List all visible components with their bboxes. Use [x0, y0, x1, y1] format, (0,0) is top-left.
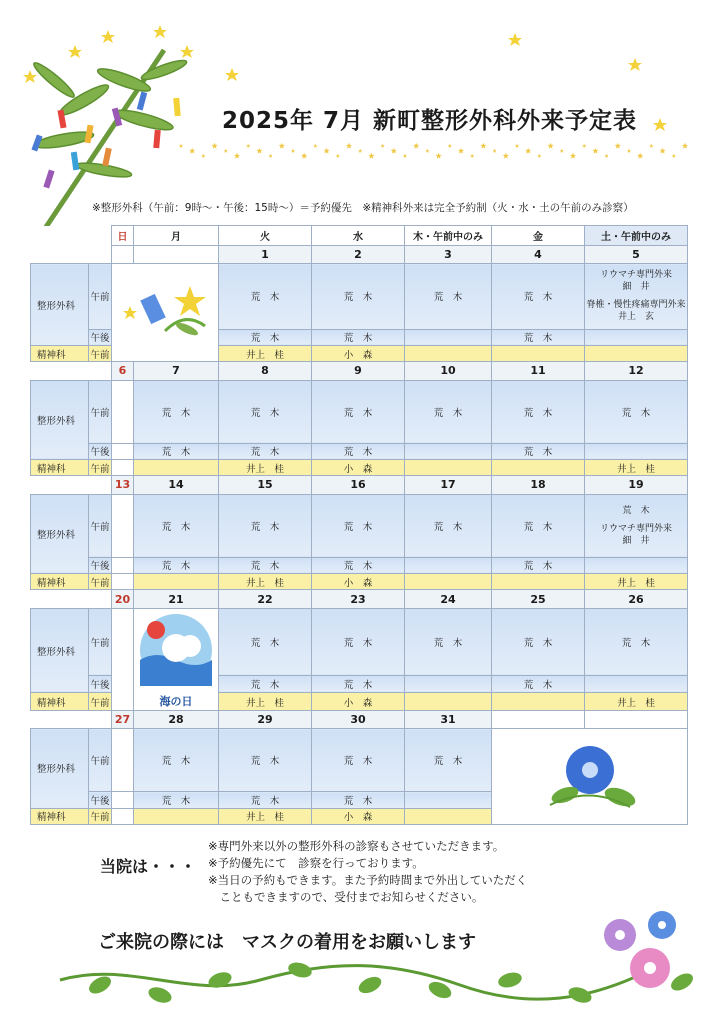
schedule-calendar	[30, 225, 688, 825]
band-star	[256, 148, 262, 154]
psych-row	[31, 460, 688, 476]
date-cell-wed: 9	[312, 362, 405, 380]
band-star	[413, 143, 419, 149]
header-mon: 月	[134, 226, 219, 246]
psych-cell-thu	[405, 574, 492, 590]
slot-label-pm: 午後	[89, 675, 112, 692]
band-star	[425, 149, 429, 153]
date-row	[31, 590, 688, 608]
morning-glory-icon	[530, 735, 650, 815]
empty-cell	[112, 608, 134, 710]
am-cell-sun	[112, 380, 134, 443]
band-star	[660, 148, 666, 154]
date-row	[31, 476, 688, 494]
date-cell-wed: 23	[312, 590, 405, 608]
dept-label-seikei: 整形外科	[31, 380, 89, 459]
am-cell-tue: 荒 木	[219, 729, 312, 792]
am-cell-thu: 荒 木	[405, 494, 492, 557]
am-cell-tue: 荒 木	[219, 380, 312, 443]
am-cell-line: 脊椎・慢性疼痛専門外来	[586, 300, 686, 311]
dept-label-psych: 精神科	[31, 345, 89, 361]
psych-cell-tue: 井上 桂	[219, 460, 312, 476]
am-cell-fri: 荒 木	[492, 264, 585, 329]
am-cell-sat	[585, 264, 688, 329]
pm-cell-sat	[585, 557, 688, 573]
date-cell-sun: 27	[112, 710, 134, 728]
psych-cell-thu	[405, 460, 492, 476]
slot-label-pm: 午後	[89, 329, 112, 345]
band-star	[436, 153, 442, 159]
psych-cell-wed: 小 森	[312, 460, 405, 476]
am-cell-line: 井上 玄	[617, 312, 654, 323]
slot-label-pm: 午後	[89, 557, 112, 573]
band-star	[189, 148, 195, 154]
date-cell-fri: 11	[492, 362, 585, 380]
band-star	[269, 154, 273, 158]
date-cell-tue: 22	[219, 590, 312, 608]
date-row	[31, 246, 688, 264]
date-cell-fri: 18	[492, 476, 585, 494]
dept-label-psych: 精神科	[31, 460, 89, 476]
date-cell-mon	[134, 246, 219, 264]
date-cell-wed: 30	[312, 710, 405, 728]
date-cell-thu: 10	[405, 362, 492, 380]
band-star	[201, 154, 205, 158]
pm-cell-tue: 荒 木	[219, 792, 312, 808]
am-cell-line: 細 井	[622, 535, 650, 546]
pm-cell-thu	[405, 443, 492, 459]
am-cell-thu: 荒 木	[405, 264, 492, 329]
am-cell-sat: 荒 木	[585, 380, 688, 443]
band-star	[234, 153, 240, 159]
am-cell-sun	[112, 729, 134, 792]
psych-cell-wed: 小 森	[312, 808, 405, 824]
pm-cell-wed: 荒 木	[312, 557, 405, 573]
am-cell-thu: 荒 木	[405, 608, 492, 675]
date-cell-mon: 7	[134, 362, 219, 380]
band-star	[224, 149, 228, 153]
tanabata-star-icon	[115, 271, 215, 351]
band-star	[493, 149, 497, 153]
pm-cell-wed: 荒 木	[312, 443, 405, 459]
psych-cell-tue: 井上 桂	[219, 808, 312, 824]
band-star	[368, 153, 374, 159]
row-label-spacer	[31, 246, 112, 264]
psych-row	[31, 574, 688, 590]
band-star	[605, 154, 609, 158]
psych-cell-mon	[134, 808, 219, 824]
am-cell-tue: 荒 木	[219, 494, 312, 557]
header-wed: 水	[312, 226, 405, 246]
psych-cell-sun	[112, 460, 134, 476]
dept-label-seikei: 整形外科	[31, 264, 89, 346]
star-band-decoration	[175, 140, 695, 166]
psych-cell-sun	[112, 574, 134, 590]
band-star	[291, 149, 295, 153]
date-cell-thu: 24	[405, 590, 492, 608]
psych-cell-sat	[585, 345, 688, 361]
psych-cell-tue: 井上 桂	[219, 693, 312, 710]
date-cell-sat	[585, 710, 688, 728]
pm-cell-sun	[112, 443, 134, 459]
row-label-spacer	[31, 710, 112, 728]
date-cell-tue: 8	[219, 362, 312, 380]
date-cell-sat: 26	[585, 590, 688, 608]
am-cell-tue: 荒 木	[219, 264, 312, 329]
band-star	[346, 143, 352, 149]
band-star	[391, 148, 397, 154]
header-thu: 木・午前中のみ	[405, 226, 492, 246]
pm-cell-tue: 荒 木	[219, 443, 312, 459]
band-star	[179, 144, 183, 148]
pm-cell-tue: 荒 木	[219, 329, 312, 345]
pm-cell-wed: 荒 木	[312, 329, 405, 345]
pm-cell-fri: 荒 木	[492, 329, 585, 345]
band-star	[458, 148, 464, 154]
slot-label-psych-am: 午前	[89, 808, 112, 824]
slot-label-am: 午前	[89, 380, 112, 443]
am-row	[31, 608, 688, 675]
psych-cell-sun	[112, 808, 134, 824]
slot-label-psych-am: 午前	[89, 345, 112, 361]
date-cell-thu: 31	[405, 710, 492, 728]
am-cell-wed: 荒 木	[312, 380, 405, 443]
slot-label-am: 午前	[89, 494, 112, 557]
slot-label-pm: 午後	[89, 792, 112, 808]
date-cell-sat: 5	[585, 246, 688, 264]
date-cell-tue: 15	[219, 476, 312, 494]
psych-cell-fri	[492, 574, 585, 590]
am-cell-line: リウマチ専門外来	[599, 523, 672, 534]
band-star	[313, 144, 317, 148]
date-cell-sun: 6	[112, 362, 134, 380]
header-sun: 日	[112, 226, 134, 246]
date-row	[31, 710, 688, 728]
header-fri: 金	[492, 226, 585, 246]
dept-label-seikei: 整形外科	[31, 729, 89, 808]
date-cell-mon: 28	[134, 710, 219, 728]
pm-cell-fri: 荒 木	[492, 675, 585, 692]
band-star	[403, 154, 407, 158]
slot-label-psych-am: 午前	[89, 574, 112, 590]
dept-label-seikei: 整形外科	[31, 608, 89, 693]
header-sat: 土・午前中のみ	[585, 226, 688, 246]
pm-cell-sun	[112, 557, 134, 573]
am-cell-sat: 荒 木	[585, 608, 688, 675]
band-star	[649, 144, 653, 148]
am-cell-wed: 荒 木	[312, 264, 405, 329]
date-cell-mon: 21	[134, 590, 219, 608]
psych-cell-tue: 井上 桂	[219, 345, 312, 361]
band-star	[615, 143, 621, 149]
mask-request: ご来院の際には マスクの着用をお願いします	[98, 932, 476, 953]
pm-cell-tue: 荒 木	[219, 675, 312, 692]
row-label-spacer	[31, 362, 112, 380]
psych-cell-thu	[405, 345, 492, 361]
date-cell-wed: 16	[312, 476, 405, 494]
footer-note-line: ※専門外来以外の整形外科の診察もさせていただきます。	[208, 839, 505, 853]
footer-note-line: ※当日の予約もできます。また予約時間まで外出していただく	[208, 873, 528, 887]
band-star	[682, 143, 688, 149]
psych-cell-tue: 井上 桂	[219, 574, 312, 590]
morning-glory-flowers-illustration	[590, 900, 700, 1010]
slot-label-am: 午前	[89, 729, 112, 792]
date-cell-sun: 13	[112, 476, 134, 494]
psych-cell-fri	[492, 345, 585, 361]
tanabata-decoration-cell	[112, 264, 219, 362]
umi-no-hi-label: 海の日	[159, 694, 193, 708]
footer-note-line: ※予約優先にて 診察を行っております。	[208, 856, 424, 870]
dept-label-seikei: 整形外科	[31, 494, 89, 573]
band-star	[448, 144, 452, 148]
date-cell-wed: 2	[312, 246, 405, 264]
band-star	[470, 154, 474, 158]
psych-cell-mon	[134, 460, 219, 476]
band-star	[672, 154, 676, 158]
band-star	[548, 143, 554, 149]
band-star	[637, 153, 643, 159]
pm-cell-mon: 荒 木	[134, 792, 219, 808]
date-cell-thu: 17	[405, 476, 492, 494]
psych-cell-mon	[134, 574, 219, 590]
date-cell-sat: 12	[585, 362, 688, 380]
pm-cell-wed: 荒 木	[312, 792, 405, 808]
date-cell-sun: 20	[112, 590, 134, 608]
date-row	[31, 362, 688, 380]
pm-cell-thu	[405, 792, 492, 808]
pm-cell-sun	[112, 792, 134, 808]
date-cell-thu: 3	[405, 246, 492, 264]
pm-cell-fri: 荒 木	[492, 443, 585, 459]
psych-cell-wed: 小 森	[312, 345, 405, 361]
pm-cell-thu	[405, 557, 492, 573]
pm-cell-mon: 荒 木	[134, 443, 219, 459]
date-cell-fri	[492, 710, 585, 728]
am-cell-fri: 荒 木	[492, 494, 585, 557]
band-star	[537, 154, 541, 158]
pm-cell-wed: 荒 木	[312, 675, 405, 692]
slot-label-psych-am: 午前	[89, 693, 112, 710]
am-cell-sun	[112, 494, 134, 557]
band-star	[279, 143, 285, 149]
date-cell-fri: 25	[492, 590, 585, 608]
pm-cell-thu	[405, 675, 492, 692]
date-cell-mon: 14	[134, 476, 219, 494]
page-title: 2025年 7月 新町整形外科外来予定表	[222, 108, 638, 134]
band-star	[582, 144, 586, 148]
psych-cell-wed: 小 森	[312, 574, 405, 590]
slot-label-pm: 午後	[89, 443, 112, 459]
weekday-header-row	[31, 226, 688, 246]
psych-cell-fri	[492, 460, 585, 476]
band-star	[525, 148, 531, 154]
band-star	[324, 148, 330, 154]
am-cell-mon: 荒 木	[134, 380, 219, 443]
umi-no-hi-cell	[134, 608, 219, 710]
pm-cell-sat	[585, 443, 688, 459]
band-star	[560, 149, 564, 153]
am-cell-line: 細 井	[622, 282, 650, 293]
date-cell-tue: 29	[219, 710, 312, 728]
am-cell-tue: 荒 木	[219, 608, 312, 675]
slot-label-am: 午前	[89, 608, 112, 675]
dept-label-psych: 精神科	[31, 574, 89, 590]
date-cell-fri: 4	[492, 246, 585, 264]
am-cell-line: リウマチ専門外来	[599, 270, 672, 281]
date-cell-sat: 19	[585, 476, 688, 494]
band-star	[358, 149, 362, 153]
band-star	[503, 153, 509, 159]
band-star	[336, 154, 340, 158]
date-cell-sun	[112, 246, 134, 264]
am-cell-fri: 荒 木	[492, 608, 585, 675]
am-row	[31, 729, 688, 792]
pm-cell-sat	[585, 675, 688, 692]
band-star	[570, 153, 576, 159]
psych-cell-sat: 井上 桂	[585, 460, 688, 476]
psych-cell-thu	[405, 693, 492, 710]
pm-cell-tue: 荒 木	[219, 557, 312, 573]
band-star	[381, 144, 385, 148]
am-cell-thu: 荒 木	[405, 729, 492, 792]
psych-cell-thu	[405, 808, 492, 824]
pm-cell-sat	[585, 329, 688, 345]
pm-cell-mon: 荒 木	[134, 557, 219, 573]
footer-note-line: こともできますので、受付までお知らせください。	[208, 890, 484, 904]
row-label-spacer	[31, 590, 112, 608]
psych-cell-sat: 井上 桂	[585, 574, 688, 590]
am-row	[31, 380, 688, 443]
am-cell-sat	[585, 494, 688, 557]
psych-cell-sat: 井上 桂	[585, 693, 688, 710]
umi-no-hi-icon	[136, 610, 216, 690]
dept-label-psych: 精神科	[31, 808, 89, 824]
band-star	[592, 148, 598, 154]
schedule-note: ※整形外科（午前：9時～・午後：15時～）＝予約優先 ※精神科外来は完全予約制（火・水・土の午前のみ診察）	[92, 202, 634, 214]
row-label-spacer	[31, 476, 112, 494]
band-star	[246, 144, 250, 148]
am-cell-fri: 荒 木	[492, 380, 585, 443]
dept-label-psych: 精神科	[31, 693, 89, 710]
am-cell-wed: 荒 木	[312, 729, 405, 792]
am-row	[31, 264, 688, 329]
pm-cell-thu	[405, 329, 492, 345]
slot-label-psych-am: 午前	[89, 460, 112, 476]
psych-cell-fri	[492, 693, 585, 710]
am-cell-wed: 荒 木	[312, 494, 405, 557]
am-cell-thu: 荒 木	[405, 380, 492, 443]
am-cell-mon: 荒 木	[134, 729, 219, 792]
am-cell-line: 荒 木	[622, 505, 650, 516]
date-cell-tue: 1	[219, 246, 312, 264]
band-star	[515, 144, 519, 148]
am-cell-wed: 荒 木	[312, 608, 405, 675]
band-star	[212, 143, 218, 149]
psych-cell-wed: 小 森	[312, 693, 405, 710]
am-row	[31, 494, 688, 557]
slot-label-am: 午前	[89, 264, 112, 329]
morning-glory-cell	[492, 729, 688, 825]
footer-label: 当院は・・・	[100, 857, 197, 876]
pm-row	[31, 443, 688, 459]
pm-row	[31, 557, 688, 573]
band-star	[301, 153, 307, 159]
pm-cell-fri: 荒 木	[492, 557, 585, 573]
band-star	[480, 143, 486, 149]
am-cell-mon: 荒 木	[134, 494, 219, 557]
header-tue: 火	[219, 226, 312, 246]
band-star	[627, 149, 631, 153]
